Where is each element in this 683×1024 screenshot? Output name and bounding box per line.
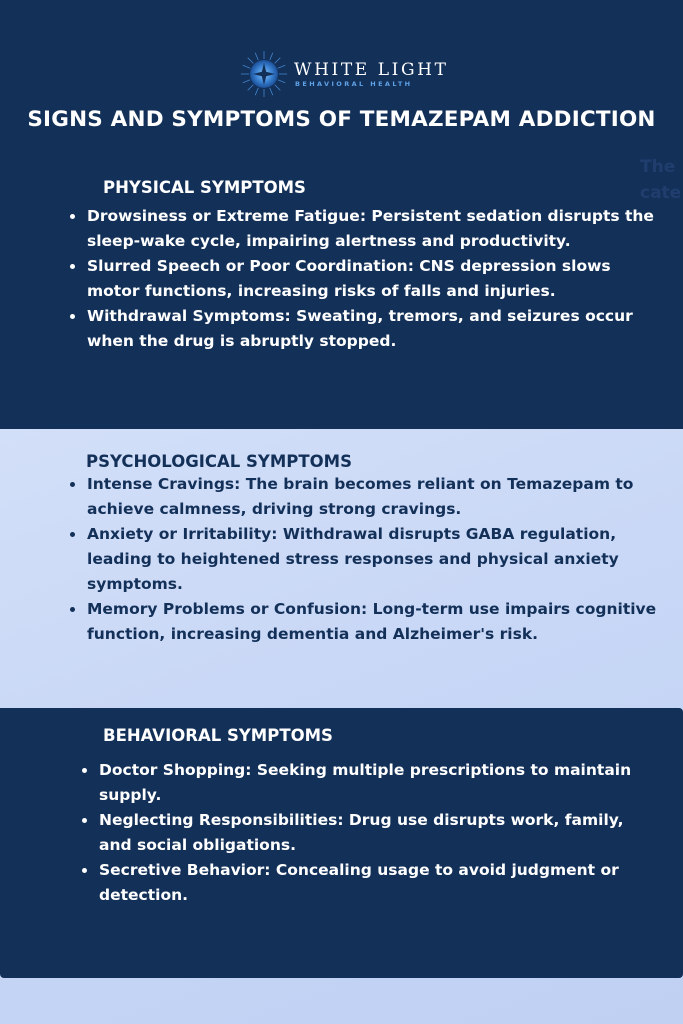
logo <box>240 50 449 98</box>
list-item: Slurred Speech or Poor Coordination: CNS depression slows motor functions, increasing risks of falls and injuries. <box>68 254 658 304</box>
physical-symptoms-heading: PHYSICAL SYMPTOMS <box>103 178 306 197</box>
psychological-symptoms-list <box>68 472 658 647</box>
stray-text <box>640 154 683 206</box>
list-item: Secretive Behavior: Concealing usage to avoid judgment or detection. <box>80 858 652 908</box>
page-title: SIGNS AND SYMPTOMS OF TEMAZEPAM ADDICTION <box>27 107 656 132</box>
logo-name: WHITE LIGHT <box>294 59 449 80</box>
psychological-symptoms-heading: PSYCHOLOGICAL SYMPTOMS <box>86 452 352 471</box>
stray-text-line: The <box>640 157 676 177</box>
starburst-icon <box>240 50 288 98</box>
list-item: Withdrawal Symptoms: Sweating, tremors, and seizures occur when the drug is abruptly stopped. <box>68 304 658 354</box>
list-item: Drowsiness or Extreme Fatigue: Persistent sedation disrupts the sleep-wake cycle, impairing alertness and productivity. <box>68 204 658 254</box>
list-item: Doctor Shopping: Seeking multiple prescriptions to maintain supply. <box>80 758 652 808</box>
behavioral-symptoms-list <box>80 758 652 908</box>
list-item: Memory Problems or Confusion: Long-term use impairs cognitive function, increasing dementia and Alzheimer's risk. <box>68 597 658 647</box>
stray-text-line: cate <box>640 183 682 203</box>
list-item: Neglecting Responsibilities: Drug use disrupts work, family, and social obligations. <box>80 808 652 858</box>
behavioral-symptoms-heading: BEHAVIORAL SYMPTOMS <box>103 726 333 745</box>
list-item: Intense Cravings: The brain becomes reliant on Temazepam to achieve calmness, driving strong cravings. <box>68 472 658 522</box>
physical-symptoms-list <box>68 204 658 354</box>
list-item: Anxiety or Irritability: Withdrawal disrupts GABA regulation, leading to heightened stress responses and physical anxiety symptoms. <box>68 522 658 597</box>
logo-subtitle: BEHAVIORAL HEALTH <box>295 79 413 88</box>
